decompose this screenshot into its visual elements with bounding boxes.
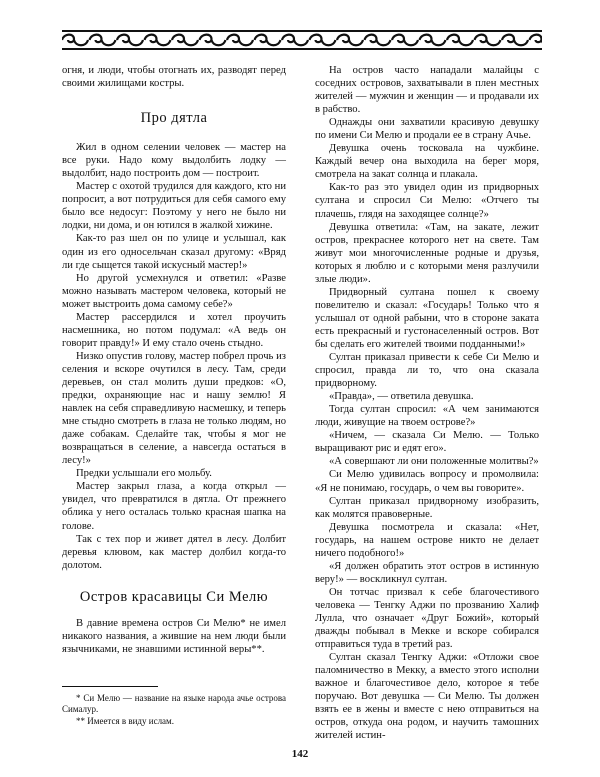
paragraph: «А совершают ли они положенные молитвы?» <box>329 456 539 468</box>
ornament-swirl <box>62 35 88 46</box>
ornament-swirl <box>145 35 171 46</box>
paragraph: Низко опустив голову, мастер побрел прочь из селения и вскоре очутился в лесу. Там, среди деревьев, он стал молить души предков: «О, предки, охраняющие нас и нашу землю! Я навлек на себя справедливую насмешку, и теперь мне стыдно смотреть в глаза не только людям, но даже собакам. Сделайте так, чтобы я мог не возвращаться в селение, а навсегда остаться в лесу!» <box>62 350 286 467</box>
paragraph: Си Мелю удивилась вопросу и промолвила: «Я не понимаю, государь, о чем вы говорите». <box>315 469 539 494</box>
paragraph: Так с тех пор и живет дятел в лесу. Долбит деревья клювом, как мастер долбил когда-то долотом. <box>62 533 286 571</box>
ornament-swirl <box>475 35 501 46</box>
ornament-swirl <box>282 35 308 46</box>
ornament-swirl <box>502 35 528 46</box>
right-column <box>315 64 539 742</box>
paragraph: Предки услышали его мольбу. <box>76 468 212 480</box>
paragraph: Мастер закрыл глаза, а когда открыл — увидел, что превратился в дятла. От прежнего облика у него осталась только красная шапка на голове. <box>62 481 286 532</box>
decorative-border-ornament <box>62 30 542 50</box>
story-paragraph-ostrov: В давние времена остров Си Мелю* не имел никакого названия, а жившие на нем люди были язычниками, не знавшими истинной веры**. <box>62 617 286 655</box>
story-title-ostrov: Остров красавицы Си Мелю <box>79 588 269 605</box>
paragraph: Придворный султана пошел к своему повелителю и сказал: «Государь! Только что я услышал от одной рабыни, что в стороне заката есть прекрасный и густонаселенный остров. Вот бы сделать его жителей твоими подданными!» <box>315 286 539 350</box>
ornament-swirl <box>255 35 281 46</box>
ornament-swirl <box>172 35 198 46</box>
story-body-dyatla <box>62 141 286 572</box>
paragraph: Как-то раз это увидел один из придворных султана и спросил Си Мелю: «Отчего ты плачешь, глядя на заходящее солнце?» <box>315 182 539 220</box>
story-title-dyatla: Про дятла <box>140 110 208 127</box>
paragraph: «Правда», — ответила девушка. <box>329 391 474 403</box>
ornament-swirl <box>337 35 363 46</box>
paragraph: Девушка посмотрела и сказала: «Нет, государь, на нашем острове никто не делает ничего подобного!» <box>315 521 539 559</box>
footnote: ** Имеется в виду ислам. <box>76 715 174 726</box>
ornament-swirl <box>117 35 143 46</box>
paragraph: Он тотчас призвал к себе благочестивого человека — Тенгку Аджи по прозванию Халиф Лулла, что означает «Друг Божий», который дважды побывал в Мекке и вскоре собирался отправиться туда в третий раз. <box>315 586 539 651</box>
ornament-swirl <box>365 35 391 46</box>
paragraph: Тогда султан спросил: «А чем занимаются люди, живущие на твоем острове?» <box>315 404 539 429</box>
paragraph: Девушка очень тосковала на чужбине. Каждый вечер она выходила на берег моря, смотрела на закат солнца и плакала. <box>315 143 539 181</box>
ornament-swirl <box>420 35 446 46</box>
paragraph: «Ничем, — сказала Си Мелю. — Только выращивают рис и едят его». <box>315 430 539 455</box>
paragraph: Как-то раз шел он по улице и услышал, как один из его односельчан сказал другому: «Вряд ли где сыщется такой искусный мастер!» <box>62 233 286 271</box>
paragraph: Однажды они захватили красивую девушку по имени Си Мелю и продали ее в страну Ачье. <box>315 117 539 142</box>
ornament-swirl <box>392 35 418 46</box>
intro-text: огня, и люди, чтобы отогнать их, разводят перед своими жилищами костры. <box>62 65 286 90</box>
ornament-swirl <box>227 35 253 46</box>
paragraph: Девушка ответила: «Там, на закате, лежит остров, прекраснее которого нет на свете. Там живут мои многочисленные родные и друзья, которых я люблю и с которыми меня разлучили злые люди». <box>315 221 539 285</box>
paragraph: Султан сказал Тенгку Аджи: «Отложи свое паломничество в Мекку, а вместо этого исполни важное и благочестивое дело, которое я тебе поручаю. Вот девушка — Си Мелю. Ты должен взять ее в жены и вместе с нею отправиться на остров, откуда она родом, и научить тамошних жителей истин- <box>315 652 539 742</box>
paragraph: Султан приказал придворному изобразить, как молятся правоверные. <box>315 495 539 520</box>
paragraph: Султан приказал привести к себе Си Мелю и спросил, правда ли то, что она сказала придворному. <box>315 352 539 390</box>
paragraph: Но другой усмехнулся и ответил: «Разве можно называть мастером человека, который не может выстроить дома самому себе?» <box>62 272 286 310</box>
ornament-swirl <box>447 35 473 46</box>
footnote: * Си Мелю — название на языке народа ачье острова Сималур. <box>62 692 286 715</box>
ornament-swirl <box>90 35 116 46</box>
left-column <box>62 64 286 727</box>
paragraph: Мастер рассердился и хотел проучить насмешника, но потом подумал: «А ведь он говорит правду!» И ему стало очень стыдно. <box>62 311 286 349</box>
footnote-separator <box>62 686 158 687</box>
page-number: 142 <box>291 748 309 760</box>
paragraph: Мастер с охотой трудился для каждого, кто ни попросит, а вот потрудиться для себя самого ему было все недосуг: Поэтому у него не было ни лодки, ни дома, и он ютился в жалкой хижине. <box>62 181 286 232</box>
paragraph: Жил в одном селении человек — мастер на все руки. Надо кому выдолбить лодку — выдолбит, надо построить дом — построит. <box>62 142 286 180</box>
ornament-swirl <box>530 35 543 46</box>
ornament-swirl <box>310 35 336 46</box>
paragraph: На остров часто нападали малайцы с соседних островов, захватывали в плен местных жителей — мужчин и женщин — и продавали их в рабство. <box>315 65 539 116</box>
paragraph: «Я должен обратить этот остров в истинную веру!» — воскликнул султан. <box>315 560 539 585</box>
ornament-swirl <box>200 35 226 46</box>
